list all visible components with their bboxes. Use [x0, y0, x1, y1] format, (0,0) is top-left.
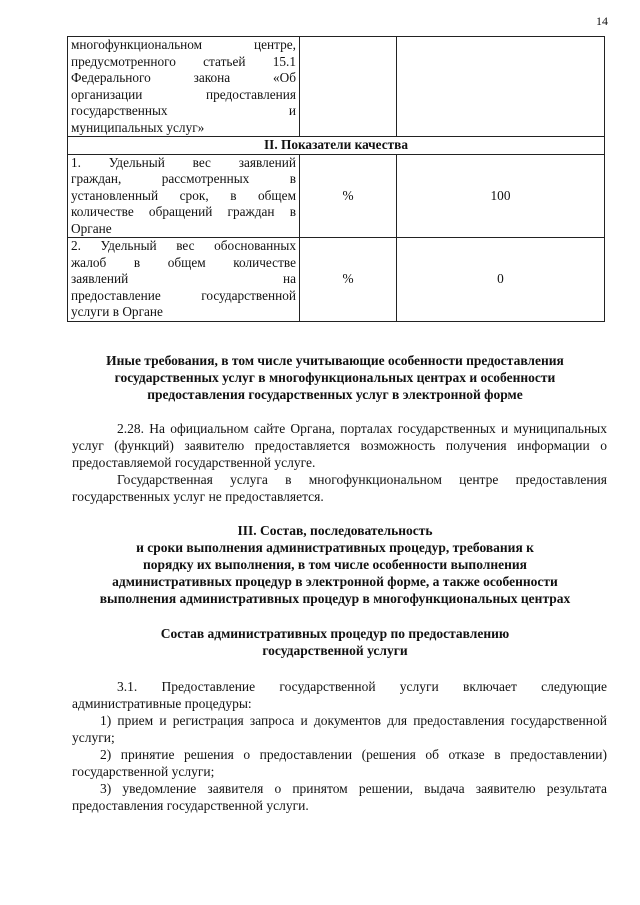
table-cell-value: 0	[397, 238, 605, 322]
table-cell-unit: %	[300, 238, 397, 322]
heading-line: Состав административных процедур по предоставлению	[160, 626, 510, 641]
quality-indicators-table	[67, 36, 605, 322]
cell-line: государственных и	[71, 103, 296, 118]
heading-line: административных процедур в электронной форме, а также особенности	[112, 574, 558, 589]
heading-line: и сроки выполнения административных процедур, требования к	[136, 540, 534, 555]
procedures-subheading	[60, 625, 610, 659]
cell-line: предоставление государственной	[71, 287, 296, 303]
cell-line: многофункциональном центре,	[71, 37, 296, 52]
table-row	[68, 37, 605, 137]
cell-line: 2. Удельный вес обоснованных	[71, 238, 296, 253]
table-cell-unit	[300, 37, 397, 137]
cell-line: количестве обращений граждан в	[71, 204, 296, 219]
cell-line: граждан, рассмотренных в	[71, 171, 296, 186]
section-title: II. Показатели качества	[68, 137, 605, 155]
paragraph-2-28: 2.28. На официальном сайте Органа, порталах государственных и муниципальных услуг (функций) заявителю предоставляется возможность получения информации о предоставляемой государственной услуге.	[72, 421, 607, 470]
heading-line: предоставления государственных услуг в электронной форме	[147, 387, 523, 402]
cell-line: услуги в Органе	[71, 304, 163, 319]
cell-line: Федерального закона «Об	[71, 70, 296, 85]
table-cell-value	[397, 37, 605, 137]
heading-line: порядку их выполнения, в том числе особенности выполнения	[143, 557, 527, 572]
page-number: 14	[596, 14, 608, 28]
paragraph-mfc: Государственная услуга в многофункциональном центре предоставления государственных услуг не предоставляется.	[72, 472, 607, 504]
cell-line: жалоб в общем количестве	[71, 254, 296, 270]
heading-line: III. Состав, последовательность	[237, 523, 433, 538]
cell-line: организации предоставления	[71, 86, 296, 102]
section-3-heading	[60, 522, 610, 607]
cell-line: предусмотренного статьей 15.1	[71, 53, 296, 69]
heading-line: выполнения административных процедур в многофункциональных центрах	[99, 591, 571, 606]
table-cell-unit: %	[300, 154, 397, 238]
table-cell-description	[68, 238, 300, 322]
cell-line: Органе	[71, 220, 112, 236]
table-cell-description	[68, 37, 300, 137]
cell-line: установленный срок, в общем	[71, 187, 296, 203]
table-section-row	[68, 137, 605, 155]
list-item: 2) принятие решения о предоставлении (решения об отказе в предоставлении) государственной услуги;	[72, 747, 607, 779]
cell-line: 1. Удельный вес заявлений	[71, 154, 296, 170]
heading-line: Иные требования, в том числе учитывающие особенности предоставления	[106, 353, 564, 368]
cell-line: заявлений на	[71, 271, 296, 286]
paragraph-3-1: 3.1. Предоставление государственной услуги включает следующие административные процедуры:	[72, 679, 607, 711]
table-cell-description	[68, 154, 300, 238]
table-row	[68, 154, 605, 238]
table-row	[68, 238, 605, 322]
cell-line: муниципальных услуг»	[71, 119, 205, 135]
heading-line: государственных услуг в многофункциональных центрах и особенности	[114, 370, 556, 385]
list-item: 3) уведомление заявителя о принятом решении, выдача заявителю результата предоставления государственной услуги.	[72, 781, 607, 813]
list-item: 1) прием и регистрация запроса и документов для предоставления государственной услуги;	[72, 713, 607, 745]
table-cell-value: 100	[397, 154, 605, 238]
other-requirements-heading	[60, 352, 610, 403]
heading-line: государственной услуги	[262, 643, 408, 658]
